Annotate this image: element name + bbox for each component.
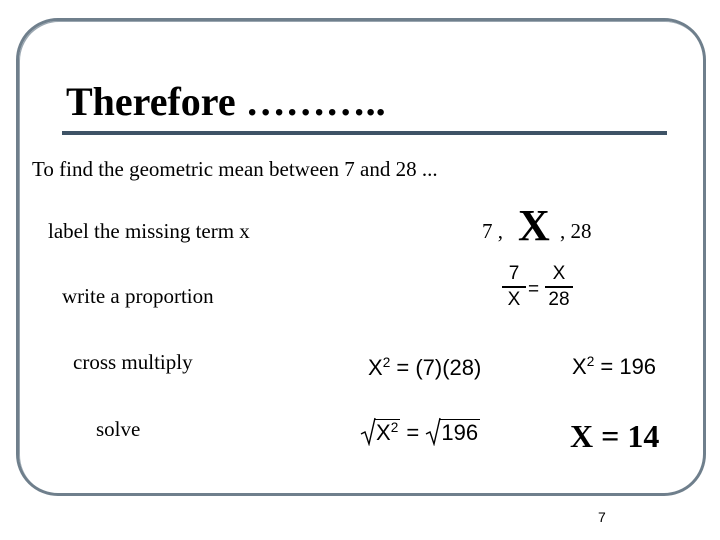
proportion-left-denominator: X <box>507 288 521 310</box>
cross-rest: = (7)(28) <box>390 355 482 380</box>
solve-base: X <box>376 420 391 445</box>
radical-sign-icon <box>425 416 441 446</box>
proportion-right-fraction <box>545 264 573 310</box>
proportion-right-denominator: 28 <box>548 288 570 310</box>
sequence-first: 7 , <box>482 219 503 243</box>
slide-title: Therefore ……….. <box>66 79 386 124</box>
radical-left <box>360 420 400 446</box>
fraction-bar <box>545 286 573 288</box>
title-underline <box>62 131 667 135</box>
step-label: label the missing term x <box>48 219 250 243</box>
proportion-equals: = <box>528 279 540 300</box>
cross-result-exponent: 2 <box>586 353 595 369</box>
solve-equation <box>360 420 480 446</box>
cross-base: X <box>368 355 383 380</box>
solve-exponent: 2 <box>390 419 399 435</box>
page-number: 7 <box>598 509 606 525</box>
radical-sign-icon <box>360 416 376 446</box>
radical-right <box>425 420 480 446</box>
intro-text: To find the geometric mean between 7 and 28 ... <box>32 157 438 181</box>
sequence-last: , 28 <box>560 219 592 243</box>
sequence-missing-term: X <box>518 201 550 250</box>
step-cross: cross multiply <box>73 350 193 374</box>
proportion-right-numerator: X <box>552 263 566 284</box>
fraction-bar <box>502 286 526 288</box>
solve-radicand: 196 <box>441 420 479 445</box>
cross-multiply-equation <box>368 355 481 381</box>
answer: X = 14 <box>570 418 660 454</box>
step-proportion: write a proportion <box>62 284 214 308</box>
proportion-left-numerator: 7 <box>508 263 520 284</box>
step-solve: solve <box>96 417 141 441</box>
cross-result-base: X <box>572 354 587 379</box>
cross-multiply-result <box>572 354 656 380</box>
solve-equals: = <box>400 420 426 445</box>
cross-result-rest: = 196 <box>594 354 657 379</box>
proportion-left-fraction <box>502 264 526 310</box>
cross-exponent: 2 <box>382 354 391 370</box>
